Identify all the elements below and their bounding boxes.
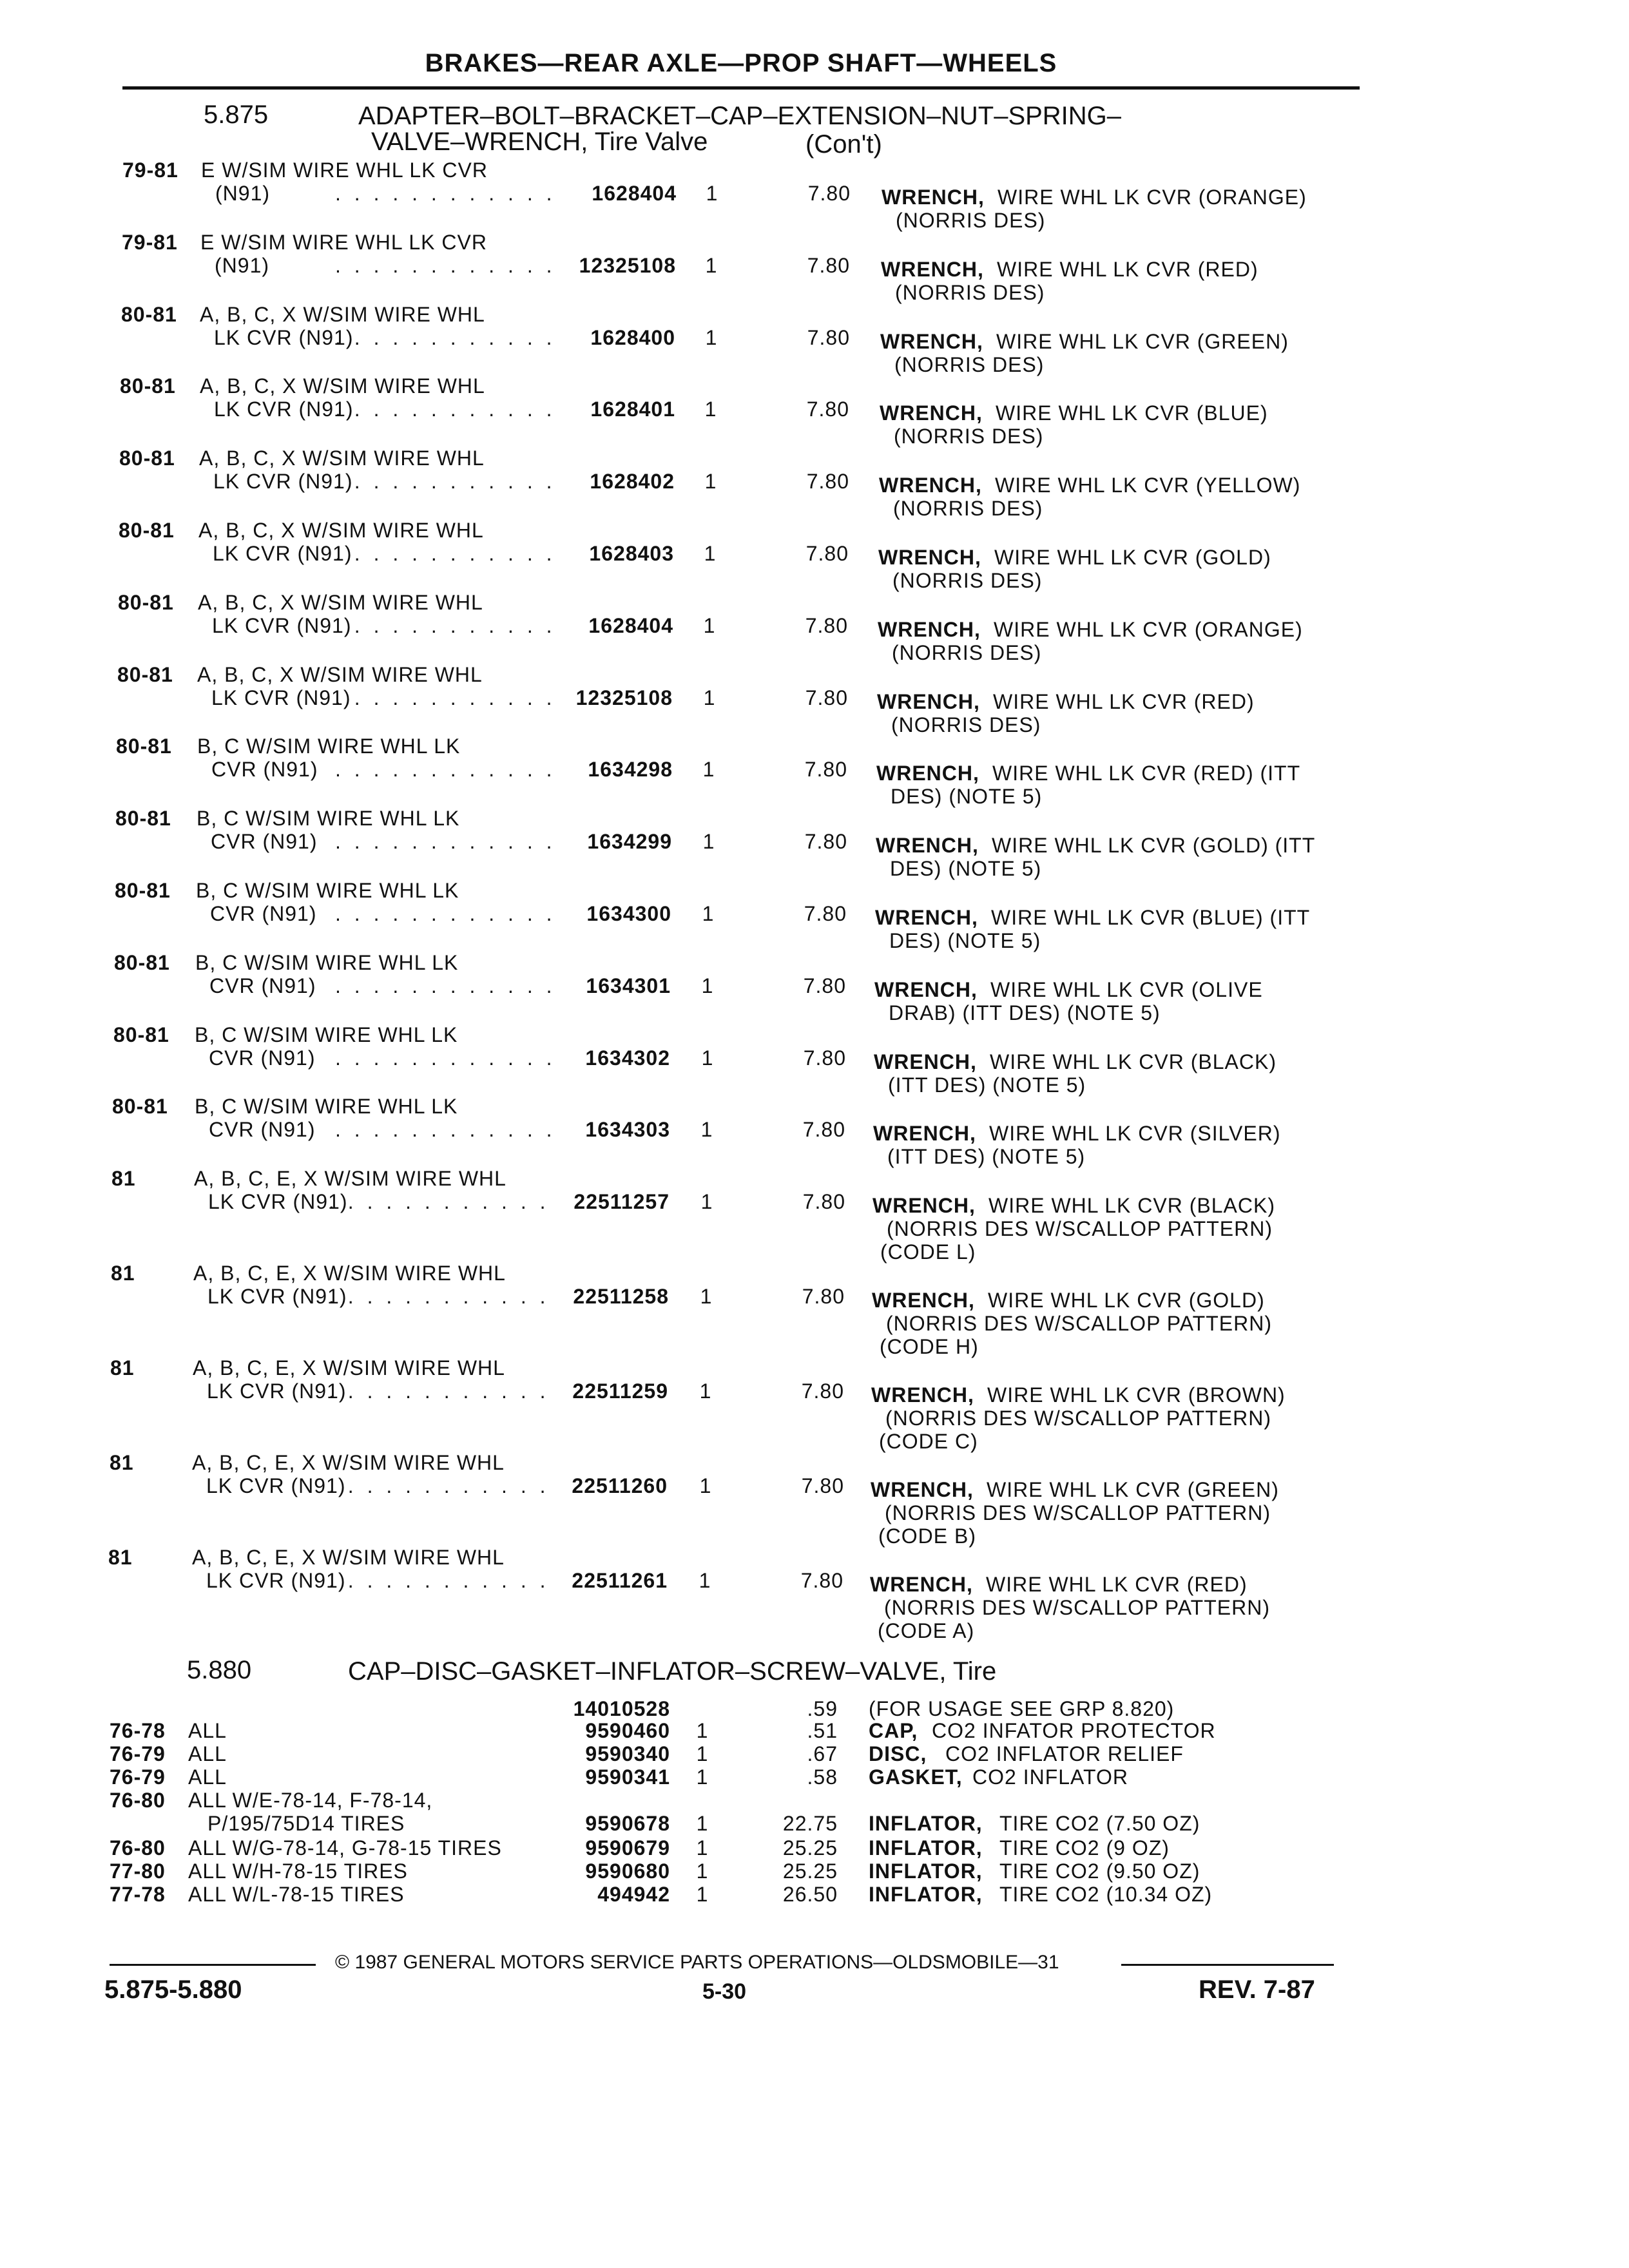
description-line1: WIRE WHL LK CVR (RED) [993,690,1255,713]
table-row [0,231,1629,304]
application-line2: CVR (N91) [210,902,317,925]
leader-dots: . . . . . . . . . . . . [335,758,556,781]
description-line2: (NORRIS DES W/SCALLOP PATTERN) [884,1596,1270,1619]
leader-dots: . . . . . . . . . . . . [335,830,556,853]
part-number: 1634302 [585,1046,670,1070]
model-years: 81 [110,1451,134,1474]
model-years: 77-78 [110,1883,166,1906]
table-row [0,663,1629,736]
application-line1: E W/SIM WIRE WHL LK CVR [201,159,488,182]
price: 7.80 [806,470,849,493]
description-line1: WIRE WHL LK CVR (ORANGE) [998,186,1307,209]
part-number: 494942 [597,1883,670,1906]
part-number: 1634300 [586,902,671,925]
application-line2: CVR (N91) [211,758,318,781]
price: 25.25 [782,1836,838,1860]
description-line2: (NORRIS DES) [893,497,1043,520]
leader-dots: . . . . . . . . . . . . [335,614,556,637]
application-line2: LK CVR (N91) [207,1285,347,1308]
leader-dots: . . . . . . . . . . . . [329,1569,550,1592]
part-name: WRENCH, [879,474,982,497]
part-name: WRENCH, [875,906,978,929]
section-number: 5.875 [204,101,269,129]
quantity: 1 [699,1474,712,1497]
footer-rule-right [1121,1964,1334,1966]
quantity: 1 [702,902,715,925]
description: CO2 INFLATOR RELIEF [945,1742,1184,1765]
quantity: 1 [705,326,718,349]
description-line1: WIRE WHL LK CVR (GOLD) (ITT [992,834,1316,857]
quantity: 1 [699,1569,711,1592]
part-name: WRENCH, [874,1050,977,1073]
application-line1: A, B, C, X W/SIM WIRE WHL [198,591,483,614]
section-number-2: 5.880 [187,1656,252,1684]
model-years: 80-81 [120,374,176,398]
table-row [0,1719,1629,1745]
description-line3: (CODE A) [878,1619,975,1642]
description-line2: DES) (NOTE 5) [891,785,1043,808]
description: TIRE CO2 (9 OZ) [999,1836,1170,1860]
description-line1: WIRE WHL LK CVR (BLACK) [988,1194,1275,1217]
quantity: 1 [705,254,718,277]
price: 7.80 [807,182,851,205]
part-name: WRENCH, [877,690,980,713]
price: 7.80 [807,254,850,277]
part-number: 1634301 [586,974,671,997]
quantity: 1 [704,398,717,421]
table-row [0,591,1629,664]
price: 7.80 [804,830,847,853]
model-years: 81 [110,1356,135,1379]
leader-dots: . . . . . . . . . . . . [335,254,556,277]
running-head: BRAKES—REAR AXLE—PROP SHAFT—WHEELS [425,49,1057,77]
price: .51 [807,1719,838,1742]
description-line3: (CODE C) [879,1430,978,1453]
price: .59 [807,1697,838,1720]
description-line2: DRAB) (ITT DES) (NOTE 5) [889,1001,1161,1024]
description: CO2 INFATOR PROTECTOR [932,1719,1216,1742]
application-line2: LK CVR (N91) [211,686,351,709]
quantity: 1 [706,182,718,205]
leader-dots: . . . . . . . . . . . . [329,1379,550,1403]
description: CO2 INFLATOR [972,1765,1128,1789]
header-rule [122,86,1360,90]
table-row [0,735,1629,808]
description-line1: WIRE WHL LK CVR (GREEN) [987,1478,1279,1501]
part-number: 9590460 [585,1719,670,1742]
part-name: WRENCH, [870,1573,973,1596]
application-line1: E W/SIM WIRE WHL LK CVR [200,231,487,254]
part-name: WRENCH, [873,1122,976,1145]
application-line1: B, C W/SIM WIRE WHL LK [196,879,459,902]
part-number: 1634298 [588,758,673,781]
application-line2: LK CVR (N91) [214,326,354,349]
model-years: 80-81 [115,879,171,902]
part-number: 22511260 [572,1474,668,1497]
description-line1: WIRE WHL LK CVR (OLIVE [990,978,1263,1001]
model-years: 80-81 [121,303,177,326]
description-line2: (NORRIS DES W/SCALLOP PATTERN) [886,1312,1272,1335]
part-name: WRENCH, [874,978,978,1001]
application-line1: A, B, C, X W/SIM WIRE WHL [197,663,483,686]
footer-page-number: 5-30 [702,1979,747,2004]
application-line1: A, B, C, E, X W/SIM WIRE WHL [194,1167,506,1190]
leader-dots: . . . . . . . . . . . . [335,902,556,925]
quantity: 1 [700,1285,713,1308]
table-row [0,1546,1629,1642]
model-years: 76-80 [110,1789,166,1812]
application-line2: CVR (N91) [209,1046,316,1070]
footer-revision: REV. 7-87 [1199,1975,1315,2004]
application-line1: ALL W/H-78-15 TIRES [188,1860,408,1883]
quantity: 1 [701,1046,714,1070]
part-name: WRENCH, [881,258,984,281]
part-number: 14010528 [573,1697,670,1720]
footer-copyright: © 1987 GENERAL MOTORS SERVICE PARTS OPERATIONS—OLDSMOBILE—31 [335,1952,1059,1973]
table-row [0,951,1629,1024]
part-number: 9590340 [585,1742,670,1765]
application-line2: LK CVR (N91) [206,1569,346,1592]
price: 7.80 [801,1379,844,1403]
application-line1: ALL [188,1765,227,1789]
price: 7.80 [802,1285,845,1308]
description-line2: (ITT DES) (NOTE 5) [887,1145,1086,1168]
leader-dots: . . . . . . . . . . . . [329,1285,550,1308]
table-row [0,1860,1629,1885]
part-name: DISC, [869,1742,927,1765]
model-years: 80-81 [116,735,172,758]
model-years: 76-78 [110,1719,166,1742]
table-row [0,1742,1629,1768]
leader-dots: . . . . . . . . . . . . [335,974,556,997]
price: 7.80 [807,326,850,349]
part-number: 1634303 [585,1118,670,1141]
price: 26.50 [782,1883,838,1906]
model-years: 81 [108,1546,133,1569]
part-number: 9590341 [585,1765,670,1789]
part-name: CAP, [869,1719,918,1742]
application-line1: B, C W/SIM WIRE WHL LK [195,1023,458,1046]
table-row [0,1167,1629,1264]
section-title-line2: VALVE–WRENCH, Tire Valve [371,128,708,156]
model-years: 80-81 [113,1023,169,1046]
quantity: 1 [703,614,716,637]
part-name: INFLATOR, [869,1812,983,1835]
quantity: 1 [700,1118,713,1141]
description-line1: WIRE WHL LK CVR (RED) [997,258,1258,281]
description-line2: (NORRIS DES) [891,713,1041,736]
quantity: 1 [701,974,714,997]
part-number: 12325108 [579,254,676,277]
part-number: 1634299 [587,830,672,853]
model-years: 76-79 [110,1765,166,1789]
table-row [0,1836,1629,1862]
table-row [0,159,1629,232]
table-row [0,1356,1629,1453]
price: 7.80 [803,974,846,997]
model-years: 80-81 [117,663,173,686]
model-years: 80-81 [119,447,175,470]
table-row [0,1883,1629,1908]
model-years: 79-81 [122,231,178,254]
table-row [0,1262,1629,1358]
table-row [0,1765,1629,1791]
part-number: 1628403 [589,542,674,565]
application-line1: A, B, C, E, X W/SIM WIRE WHL [192,1451,505,1474]
leader-dots: . . . . . . . . . . . . [329,1190,550,1213]
model-years: 80-81 [114,951,170,974]
price: 7.80 [802,1118,845,1141]
section-continued: (Con't) [805,130,882,159]
model-years: 81 [111,1262,135,1285]
leader-dots: . . . . . . . . . . . . [329,1474,550,1497]
description-line3: (CODE L) [880,1240,976,1264]
description: TIRE CO2 (9.50 OZ) [999,1860,1200,1883]
table-row [0,303,1629,376]
price: 7.80 [800,1569,843,1592]
application-line1: B, C W/SIM WIRE WHL LK [195,1095,458,1118]
part-name: INFLATOR, [869,1836,983,1860]
part-number: 1628401 [590,398,675,421]
description-line1: WIRE WHL LK CVR (RED) [986,1573,1248,1596]
application-line2: LK CVR (N91) [212,614,352,637]
description-line1: WIRE WHL LK CVR (RED) (ITT [992,762,1301,785]
price: 7.80 [804,758,847,781]
quantity: 1 [703,686,716,709]
model-years: 76-80 [110,1836,166,1860]
section-title-line1: ADAPTER–BOLT–BRACKET–CAP–EXTENSION–NUT–SPRING– [358,102,1122,130]
quantity: 1 [704,470,717,493]
part-number: 9590680 [585,1860,670,1883]
part-name: WRENCH, [880,401,983,425]
application-line1: A, B, C, E, X W/SIM WIRE WHL [193,1356,505,1379]
part-name: WRENCH, [876,762,979,785]
model-years: 76-79 [110,1742,166,1765]
application-line2: (N91) [215,182,271,205]
application-line1: A, B, C, E, X W/SIM WIRE WHL [193,1262,506,1285]
table-row [0,807,1629,880]
application-line2: LK CVR (N91) [206,1474,346,1497]
part-number: 9590678 [585,1812,670,1835]
application-line1: ALL [188,1742,227,1765]
part-name: WRENCH, [878,618,981,641]
description: TIRE CO2 (10.34 OZ) [999,1883,1213,1906]
part-number: 22511258 [573,1285,669,1308]
leader-dots: . . . . . . . . . . . . [335,542,556,565]
table-row [0,519,1629,592]
description-line2: DES) (NOTE 5) [890,857,1042,880]
leader-dots: . . . . . . . . . . . . [335,182,556,205]
price: 7.80 [802,1190,845,1213]
description-line1: WIRE WHL LK CVR (GOLD) [988,1289,1265,1312]
description-line2: (NORRIS DES W/SCALLOP PATTERN) [885,1407,1271,1430]
quantity: 1 [696,1836,709,1860]
quantity: 1 [700,1190,713,1213]
part-name: WRENCH, [872,1194,976,1217]
part-number: 22511261 [572,1569,668,1592]
description-line1: WIRE WHL LK CVR (BLUE) [996,401,1268,425]
table-row [0,1451,1629,1548]
model-years: 79-81 [122,159,178,182]
description-line2: (NORRIS DES) [892,641,1042,664]
part-number: 22511257 [574,1190,670,1213]
model-years: 80-81 [112,1095,168,1118]
part-number: 9590679 [585,1836,670,1860]
price: 7.80 [804,902,847,925]
application-line1: B, C W/SIM WIRE WHL LK [197,807,460,830]
table-row [0,1095,1629,1168]
section-title-2: CAP–DISC–GASKET–INFLATOR–SCREW–VALVE, Tire [348,1657,997,1686]
leader-dots: . . . . . . . . . . . . [335,1046,556,1070]
description-line1: WIRE WHL LK CVR (BROWN) [987,1383,1286,1407]
footer-section-range: 5.875-5.880 [104,1975,242,2004]
quantity: 1 [696,1883,709,1906]
leader-dots: . . . . . . . . . . . . [335,1118,556,1141]
part-name: WRENCH, [880,330,983,353]
model-years: 81 [111,1167,136,1190]
part-name: INFLATOR, [869,1860,983,1883]
leader-dots: . . . . . . . . . . . . [335,326,556,349]
application-line2: LK CVR (N91) [207,1379,347,1403]
model-years: 80-81 [119,519,175,542]
description-line1: WIRE WHL LK CVR (BLUE) (ITT [991,906,1311,929]
application-line2: CVR (N91) [211,830,318,853]
application-line1: ALL W/E-78-14, F-78-14, [188,1789,433,1812]
quantity: 1 [702,830,715,853]
application-line1: B, C W/SIM WIRE WHL LK [197,735,461,758]
model-years: 80-81 [115,807,171,830]
application-line1: B, C W/SIM WIRE WHL LK [195,951,459,974]
description-line2: (NORRIS DES W/SCALLOP PATTERN) [885,1501,1271,1524]
part-number: 1628404 [592,182,677,205]
quantity: 1 [696,1860,709,1883]
leader-dots: . . . . . . . . . . . . [335,398,556,421]
price: .58 [807,1765,838,1789]
quantity: 1 [696,1812,709,1835]
part-name: WRENCH, [876,834,979,857]
application-line1: A, B, C, E, X W/SIM WIRE WHL [192,1546,505,1569]
price: .67 [807,1742,838,1765]
description-line3: (CODE B) [878,1524,976,1548]
description-line2: (NORRIS DES) [894,353,1045,376]
table-row [0,1789,1629,1835]
description-line1: WIRE WHL LK CVR (GOLD) [994,546,1271,569]
description-line2: (NORRIS DES) [895,281,1045,304]
part-name: WRENCH, [872,1289,975,1312]
description: TIRE CO2 (7.50 OZ) [999,1812,1200,1835]
price: 7.80 [805,686,848,709]
part-number: 12325108 [575,686,673,709]
table-row [0,1023,1629,1097]
description-line1: WIRE WHL LK CVR (GREEN) [996,330,1289,353]
part-name: WRENCH, [882,186,985,209]
table-row [0,374,1629,448]
application-line2: CVR (N91) [209,974,316,997]
description-line2: (NORRIS DES W/SCALLOP PATTERN) [887,1217,1273,1240]
application-line1: ALL W/L-78-15 TIRES [188,1883,405,1906]
part-number: 22511259 [572,1379,668,1403]
price: 7.80 [806,398,849,421]
model-years: 77-80 [110,1860,166,1883]
part-number: 1628404 [588,614,673,637]
application-line1: ALL [188,1719,227,1742]
price: 7.80 [801,1474,844,1497]
application-line2: (N91) [215,254,270,277]
description-line1: WIRE WHL LK CVR (BLACK) [990,1050,1277,1073]
price: 7.80 [803,1046,846,1070]
quantity: 1 [696,1719,709,1742]
quantity: 1 [704,542,717,565]
application-line1: A, B, C, X W/SIM WIRE WHL [200,303,485,326]
description-line1: WIRE WHL LK CVR (ORANGE) [994,618,1303,641]
description-line1: WIRE WHL LK CVR (SILVER) [989,1122,1281,1145]
leader-dots: . . . . . . . . . . . . [335,686,556,709]
application-line1: A, B, C, X W/SIM WIRE WHL [198,519,484,542]
description: (FOR USAGE SEE GRP 8.820) [869,1697,1175,1720]
application-line1: A, B, C, X W/SIM WIRE WHL [199,447,485,470]
application-line1: ALL W/G-78-14, G-78-15 TIRES [188,1836,502,1860]
quantity: 1 [702,758,715,781]
part-name: WRENCH, [878,546,981,569]
part-number: 1628402 [590,470,675,493]
model-years: 80-81 [118,591,174,614]
quantity: 1 [696,1765,709,1789]
application-line2: LK CVR (N91) [213,470,353,493]
price: 7.80 [805,614,848,637]
description-line2: DES) (NOTE 5) [889,929,1041,952]
price: 25.25 [782,1860,838,1883]
part-name: INFLATOR, [869,1883,983,1906]
application-line2: CVR (N91) [209,1118,316,1141]
description-line2: (ITT DES) (NOTE 5) [888,1073,1086,1097]
table-row [0,879,1629,952]
application-line2: P/195/75D14 TIRES [207,1812,405,1835]
description-line1: WIRE WHL LK CVR (YELLOW) [995,474,1301,497]
application-line2: LK CVR (N91) [214,398,354,421]
application-line2: LK CVR (N91) [208,1190,348,1213]
part-number: 1628400 [590,326,675,349]
quantity: 1 [699,1379,712,1403]
description-line2: (NORRIS DES) [896,209,1046,232]
part-name: WRENCH, [871,1478,974,1501]
description-line3: (CODE H) [880,1335,979,1358]
part-name: WRENCH, [871,1383,974,1407]
leader-dots: . . . . . . . . . . . . [335,470,556,493]
price: 7.80 [805,542,849,565]
application-line2: LK CVR (N91) [213,542,352,565]
description-line2: (NORRIS DES) [892,569,1043,592]
price: 22.75 [782,1812,838,1835]
application-line1: A, B, C, X W/SIM WIRE WHL [200,374,485,398]
part-name: GASKET, [869,1765,963,1789]
quantity: 1 [696,1742,709,1765]
table-row [0,447,1629,520]
description-line2: (NORRIS DES) [894,425,1044,448]
footer-rule-left [110,1964,316,1966]
